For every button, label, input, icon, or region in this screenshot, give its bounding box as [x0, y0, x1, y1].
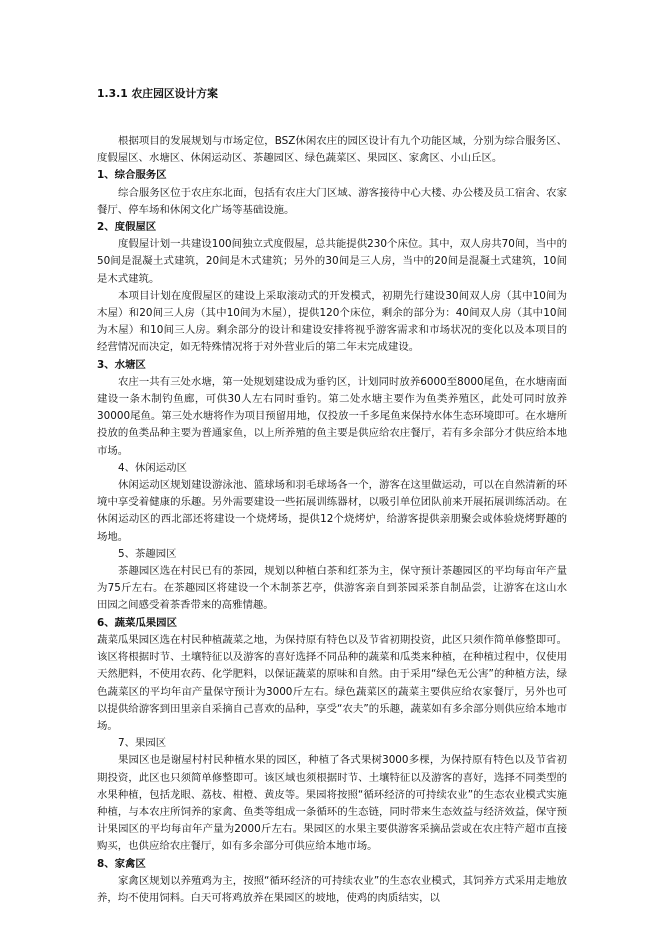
- section-heading-vegetable: 6、蔬菜瓜果园区: [97, 616, 177, 629]
- section-heading-tea: 5、茶趣园区: [118, 547, 177, 560]
- section-heading-poultry: 8、家禽区: [97, 857, 146, 870]
- section-paragraph: 家禽区规划以养殖鸡为主，按照“循环经济的可持续农业”的生态农业模式，其饲养方式采用走地放养，均不使用饲料。白天可将鸡放养在果园区的坡地，使鸡的肉质结实，以: [97, 874, 567, 904]
- section-paragraph: 茶趣园区选在村民已有的茶园，规划以种植白茶和红茶为主，保守预计茶趣园区的平均每亩年产量为75斤左右。在茶趣园区将建设一个木制茶艺亭，供游客亲自到茶园采茶自制品尝，让游客在这山水田园之间感受着茶香带来的高雅情趣。: [97, 565, 567, 612]
- section-heading-orchard: 7、果园区: [118, 737, 167, 750]
- document-body: [97, 85, 567, 907]
- section-paragraph: 度假屋计划一共建设100间独立式度假屋，总共能提供230个床位。其中，双人房共70间，当中的50间是混凝土式建筑，20间是木式建筑；另外的30间是三人房，当中的20间是混凝土式建筑，10间是木式建筑。: [97, 238, 567, 285]
- section-heading-pond: 3、水塘区: [97, 358, 146, 371]
- section-paragraph: 蔬菜瓜果园区选在村民种植蔬菜之地，为保持原有特色以及节省初期投资，此区只须作简单修整即可。该区将根据时节、土壤特征以及游客的喜好选择不同品种的蔬菜和瓜类来种植，在种植过程中，仅使用天然肥料，不使用农药、化学肥料，以保证蔬菜的原味和自然。由于采用“绿色无公害”的种植方法，绿色蔬菜区的平均年亩产量保守预计为3000斤左右。绿色蔬菜区的蔬菜主要供应给农家餐厅，另外也可以提供给游客到田里亲自采摘自己喜欢的品种，享受“农夫”的乐趣，蔬菜如有多余部分则供应给本地市场。: [97, 633, 567, 732]
- document-title: 1.3.1 农庄园区设计方案: [97, 87, 218, 100]
- section-heading-sports: 4、休闲运动区: [118, 461, 187, 474]
- section-paragraph: 综合服务区位于农庄东北面，包括有农庄大门区域、游客接待中心大楼、办公楼及员工宿舍、农家餐厅、停车场和休闲文化广场等基础设施。: [97, 186, 567, 216]
- intro-paragraph: 根据项目的发展规划与市场定位，BSZ休闲农庄的园区设计有九个功能区域，分别为综合服务区、度假屋区、水塘区、休闲运动区、茶趣园区、绿色蔬菜区、果园区、家禽区、小山丘区。: [97, 135, 567, 165]
- section-heading-service: 1、综合服务区: [97, 169, 167, 182]
- section-heading-resort: 2、度假屋区: [97, 221, 157, 234]
- section-paragraph: 休闲运动区规划建设游泳池、篮球场和羽毛球场各一个，游客在这里做运动，可以在自然清新的环境中享受着健康的乐趣。另外需要建设一些拓展训练器材，以吸引单位团队前来开展拓展训练活动。在休闲运动区的西北部还将建设一个烧烤场，提供12个烧烤炉，给游客提供亲朋聚会或体验烧烤野趣的场地。: [97, 479, 567, 543]
- section-paragraph: 本项目计划在度假屋区的建设上采取滚动式的开发模式，初期先行建设30间双人房（其中10间为木屋）和20间三人房（其中10间为木屋），提供120个床位，剩余的部分为：40间双人房（其中10间为木屋）和10间三人房。剩余部分的设计和建设安排将视乎游客需求和市场状况的变化以及本项目的经营情况而决定，如无特殊情况将于对外营业后的第二年末完成建设。: [97, 289, 567, 354]
- section-paragraph: 果园区也是谢屋村村民种植水果的园区，种植了各式果树3000多棵，为保持原有特色以及节省初期投资，此区也只须简单修整即可。该区域也须根据时节、土壤特征以及游客的喜好，选择不同类型的水果种植，包括龙眼、荔枝、柑橙、黄皮等。果园将按照“循环经济的可持续农业”的生态农业模式实施种植，与本农庄所饲养的家禽、鱼类等组成一条循环的生态链，同时带来生态效益与经济效益，保守预计果园区的平均每亩年产量为2000斤左右。果园区的水果主要供游客采摘品尝或在农庄特产超市直接购买，也供应给农庄餐厅，如有多余部分可供应给本地市场。: [97, 754, 567, 853]
- section-paragraph: 农庄一共有三处水塘，第一处规划建设成为垂钓区，计划同时放养6000至8000尾鱼，在水塘南面建设一条木制钓鱼廊，可供30人左右同时垂钓。第二处水塘主要作为鱼类养殖区，此处可同时放养30000尾鱼。第三处水塘将作为项目预留用地，仅投放一千多尾鱼来保持水体生态环境即可。在水塘所投放的鱼类品种主要为普通家鱼，以上所养殖的鱼主要是供应给农庄餐厅，若有多余部分才供应给本地市场。: [97, 375, 567, 457]
